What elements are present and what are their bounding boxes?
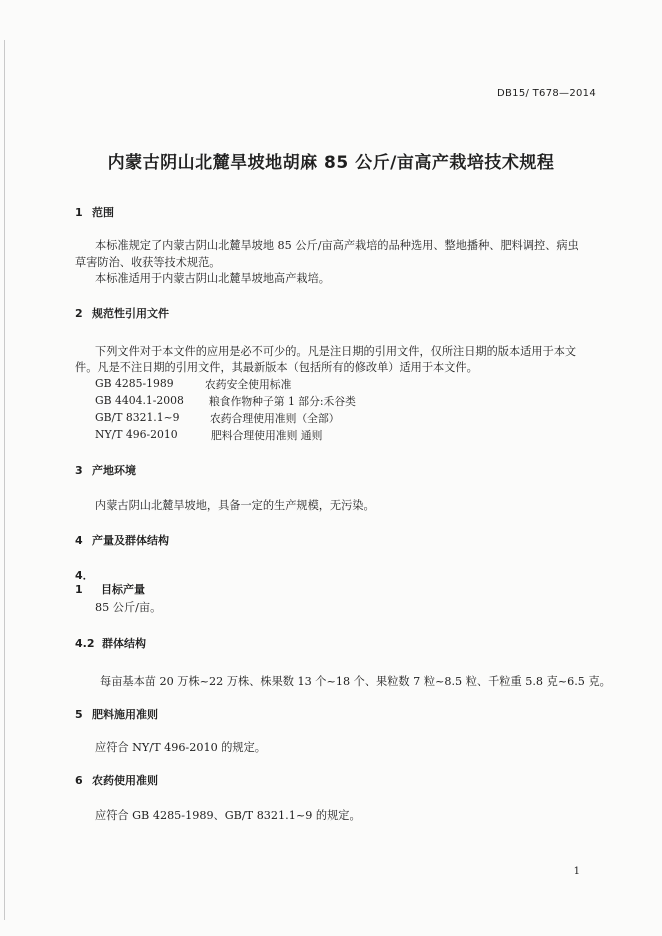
section-4-heading — [75, 532, 169, 548]
section-number: 1 — [75, 206, 83, 219]
section-title: 产地环境 — [92, 464, 136, 477]
section-title: 农药使用准则 — [92, 774, 158, 787]
section-number: 2 — [75, 307, 83, 320]
section-5-paragraph-1: 应符合 NY/T 496-2010 的规定。 — [95, 741, 266, 754]
section-3-paragraph-1: 内蒙古阴山北麓旱坡地，具备一定的生产规模，无污染。 — [95, 499, 375, 512]
section-number: 4.2 — [75, 637, 95, 650]
section-number: 5 — [75, 708, 83, 721]
section-number: 4 — [75, 534, 83, 547]
reference-code: GB 4285-1989 — [95, 377, 174, 390]
section-2-heading — [75, 305, 169, 321]
section-1-paragraph-1-line-1: 本标准规定了内蒙古阴山北麓旱坡地 85 公斤/亩高产栽培的品种选用、整地播种、肥料调控、病虫 — [95, 239, 579, 252]
section-number: 6 — [75, 774, 83, 787]
section-1-paragraph-2: 本标准适用于内蒙古阴山北麓旱坡地高产栽培。 — [95, 272, 330, 285]
section-6-paragraph-1: 应符合 GB 4285-1989、GB/T 8321.1~9 的规定。 — [95, 809, 361, 822]
section-3-heading — [75, 462, 136, 478]
section-number: 4．1 — [75, 569, 94, 596]
section-5-heading — [75, 706, 158, 722]
section-4-2-heading — [75, 635, 146, 651]
document-number: DB15/ T678—2014 — [497, 88, 596, 99]
section-title: 范围 — [92, 206, 114, 219]
reference-code: GB 4404.1-2008 — [95, 394, 184, 407]
reference-code: NY/T 496-2010 — [95, 428, 178, 441]
section-1-paragraph-1-line-2: 草害防治、收获等技术规范。 — [75, 256, 221, 269]
page-number: 1 — [573, 866, 580, 877]
reference-name: 农药合理使用准则（全部） — [210, 412, 340, 425]
section-2-paragraph-1-line-1: 下列文件对于本文件的应用是必不可少的。凡是注日期的引用文件，仅所注日期的版本适用于本文 — [95, 345, 577, 358]
section-2-paragraph-1-line-2: 件。凡是不注日期的引用文件，其最新版本（包括所有的修改单）适用于本文件。 — [75, 361, 478, 374]
section-title: 群体结构 — [102, 637, 146, 650]
section-4-2-paragraph-1: 每亩基本苗 20 万株~22 万株、株果数 13 个~18 个、果粒数 7 粒~8.5 粒、千粒重 5.8 克~6.5 克。 — [100, 675, 611, 688]
reference-code: GB/T 8321.1~9 — [95, 411, 180, 424]
document-title: 内蒙古阴山北麓旱坡地胡麻 85 公斤/亩高产栽培技术规程 — [107, 153, 555, 173]
section-title: 产量及群体结构 — [92, 534, 169, 547]
reference-name: 肥料合理使用准则 通则 — [211, 429, 323, 442]
section-number: 3 — [75, 464, 83, 477]
section-6-heading — [75, 772, 158, 788]
section-4-1-heading — [75, 567, 145, 597]
section-1-heading — [75, 204, 114, 220]
reference-name: 农药安全使用标准 — [205, 378, 292, 391]
section-title: 目标产量 — [101, 583, 145, 596]
section-title: 肥料施用准则 — [92, 708, 158, 721]
section-title: 规范性引用文件 — [92, 307, 169, 320]
section-4-1-paragraph-1: 85 公斤/亩。 — [95, 601, 162, 614]
reference-name: 粮食作物种子第 1 部分:禾谷类 — [209, 395, 356, 408]
